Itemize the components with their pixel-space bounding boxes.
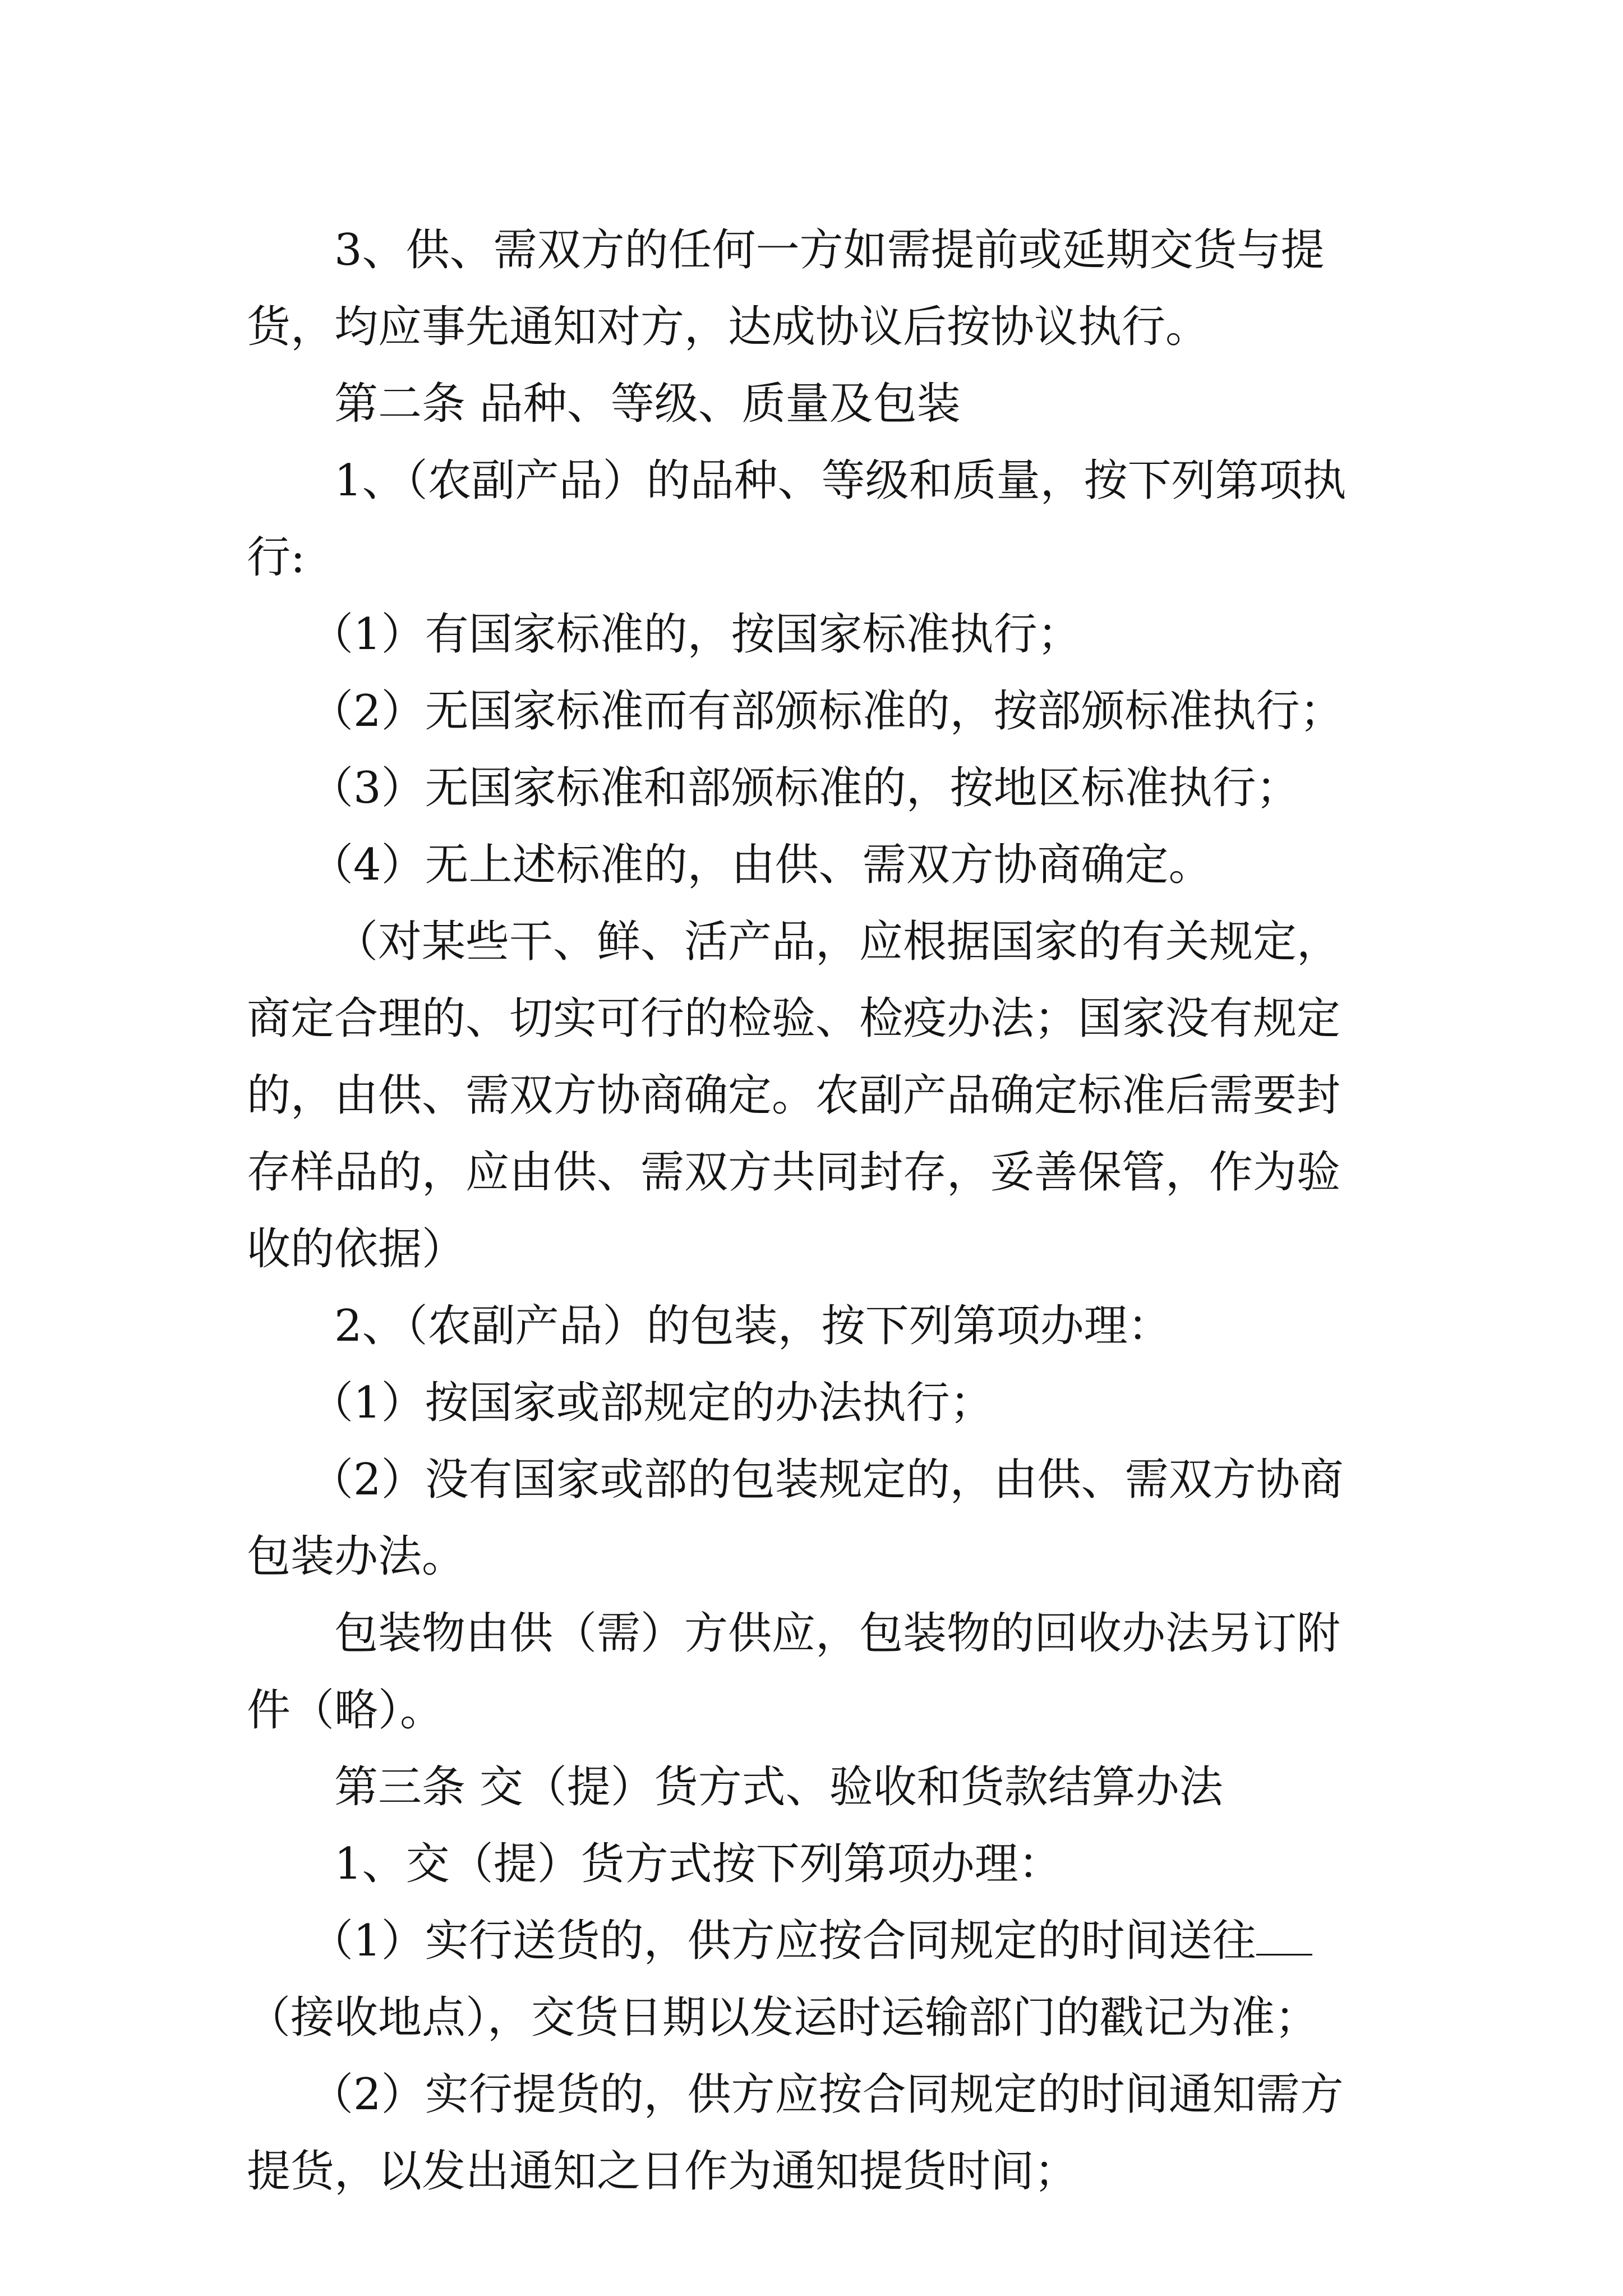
list-item-delivery-1-continued: （接收地点），交货日期以发运时运输部门的戳记为准； bbox=[247, 1993, 1319, 2043]
list-item-quality-1: （1）有国家标准的，按国家标准执行； bbox=[310, 609, 1081, 660]
heading-article-3: 第三条 交（提）货方式、验收和货款结算办法 bbox=[334, 1762, 1223, 1812]
list-item-quality-2: （2）无国家标准而有部颁标准的，按部颁标准执行； bbox=[310, 686, 1344, 737]
heading-article-2: 第二条 品种、等级、质量及包装 bbox=[334, 379, 961, 429]
paragraph-delivery-notice: 3、供、需双方的任何一方如需提前或延期交货与提货，均应事先通知对方，达成协议后按协议执行。 bbox=[247, 225, 1325, 352]
paragraph-quality-clause: 1、（农副产品）的品种、等级和质量，按下列第项执行: bbox=[247, 455, 1347, 583]
list-item-delivery-1 bbox=[247, 1903, 1380, 2056]
list-item-quality-3: （3）无国家标准和部颁标准的，按地区标准执行； bbox=[310, 763, 1300, 813]
fill-in-blank-line bbox=[1256, 1915, 1312, 1955]
list-item-packaging-2: （2）没有国家或部的包装规定的，由供、需双方协商包装办法。 bbox=[247, 1455, 1344, 1582]
paragraph-packaging-supply: 包装物由供（需）方供应，包装物的回收办法另订附件（略）。 bbox=[247, 1608, 1341, 1736]
list-item-quality-4: （4）无上述标准的，由供、需双方协商确定。 bbox=[310, 840, 1212, 890]
paragraph-inspection-note: （对某些干、鲜、活产品，应根据国家的有关规定，商定合理的、切实可行的检验、检疫办法；国家没有规定的，由供、需双方协商确定。农副产品确定标准后需要封存样品的，应由供、需双方共同封存，妥善保管，作为验收的依据） bbox=[247, 917, 1341, 1274]
list-item-delivery-1-text: （1）实行送货的，供方应按合同规定的时间送往 bbox=[310, 1916, 1256, 1966]
list-item-delivery-2: （2）实行提货的，供方应按合同规定的时间通知需方提货，以发出通知之日作为通知提货时间； bbox=[247, 2069, 1344, 2197]
list-item-packaging-1: （1）按国家或部规定的办法执行； bbox=[310, 1378, 994, 1428]
document-body bbox=[247, 212, 1380, 2210]
paragraph-packaging-clause: 2、（农副产品）的包装，按下列第项办理： bbox=[334, 1301, 1172, 1351]
paragraph-delivery-method: 1、交（提）货方式按下列第项办理： bbox=[334, 1839, 1062, 1889]
